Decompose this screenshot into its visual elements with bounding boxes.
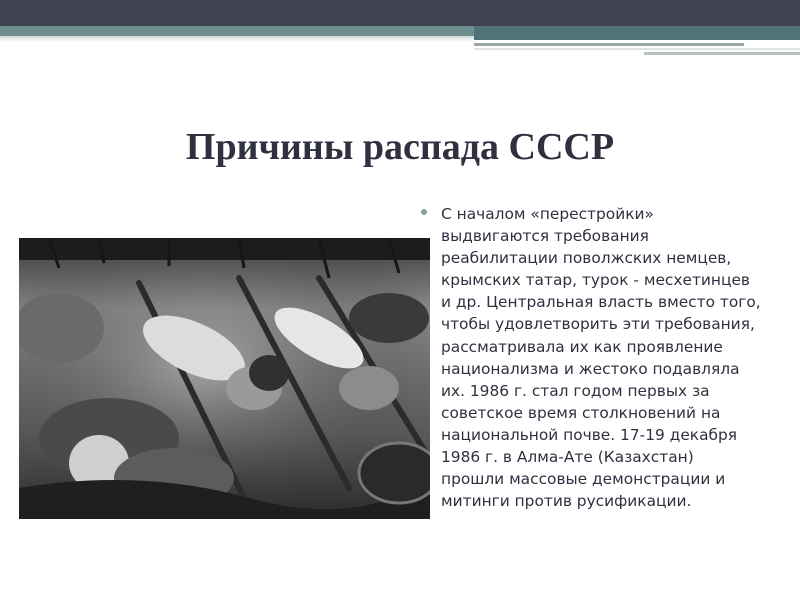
bullet-text: С началом «перестройки» выдвигаются требования реабилитации поволжских немцев, крымских татар, турок - месхетинцев и др. Центральная власть вместо того, чтобы удовлетворить эти требования, рассматривала их как проявление национализма и жестоко подавляла их. 1986 г. стал годом первых за советское время столкновений на национальной почве. 17-19 декабря 1986 г. в Алма-Ате (Казахстан) прошли массовые демонстрации и митинги против русификации. <box>441 205 761 511</box>
header-band-teal-left <box>0 26 474 36</box>
header-divider-line <box>474 43 744 46</box>
header-band-dark <box>0 0 800 26</box>
historical-photo <box>19 238 430 519</box>
header-band-shadow <box>0 36 474 42</box>
slide-title: Причины распада СССР <box>185 126 615 168</box>
header-band-teal-right <box>474 26 800 40</box>
bullet-list <box>421 203 761 512</box>
header-divider-line <box>474 48 800 50</box>
bullet-marker <box>421 209 427 215</box>
header-divider-line <box>644 52 800 55</box>
